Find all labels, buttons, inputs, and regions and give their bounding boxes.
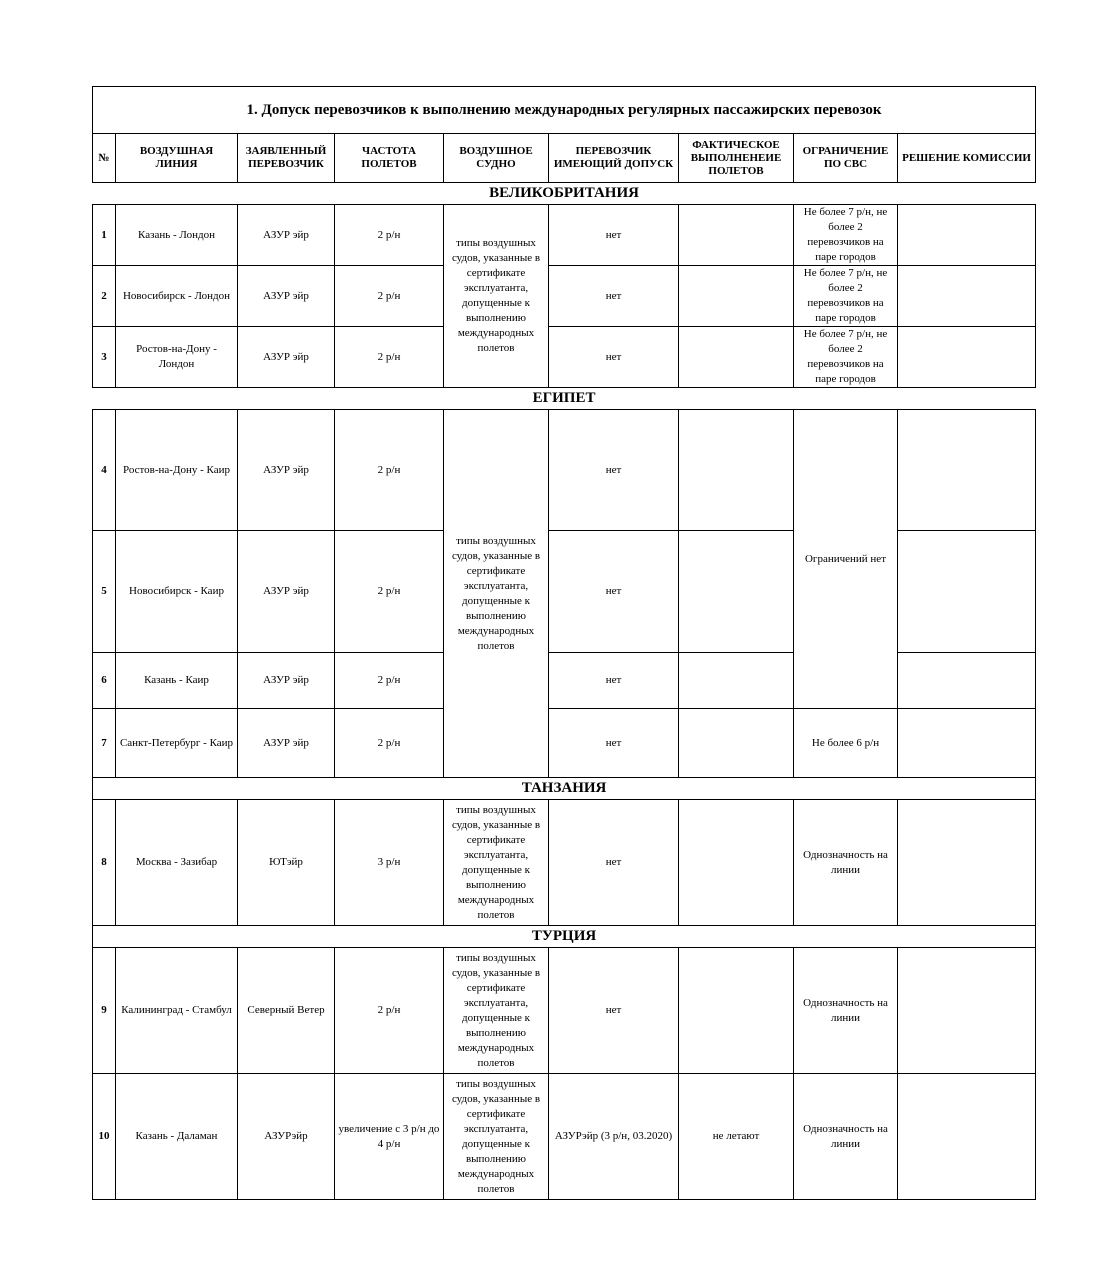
admitted-carrier: нет: [549, 327, 679, 388]
limit: Не более 7 р/н, не более 2 перевозчиков на паре городов: [794, 205, 898, 266]
header-line: ВОЗДУШНАЯ ЛИНИЯ: [116, 134, 238, 183]
table-row: [93, 800, 1036, 926]
row-number: 7: [93, 709, 116, 778]
decision: [898, 1074, 1036, 1200]
air-line: Санкт-Петербург - Каир: [116, 709, 238, 778]
row-number: 6: [93, 653, 116, 709]
header-num: №: [93, 134, 116, 183]
frequency: 2 р/н: [335, 709, 444, 778]
frequency: 2 р/н: [335, 653, 444, 709]
frequency: 2 р/н: [335, 531, 444, 653]
carrier: АЗУР эйр: [238, 709, 335, 778]
carriers-table: [92, 86, 1036, 1200]
header-admitted: ПЕРЕВОЗЧИК ИМЕЮЩИЙ ДОПУСК: [549, 134, 679, 183]
air-line: Калининград - Стамбул: [116, 948, 238, 1074]
limit: Не более 6 р/н: [794, 709, 898, 778]
row-number: 4: [93, 410, 116, 531]
air-line: Новосибирск - Каир: [116, 531, 238, 653]
limit: Не более 7 р/н, не более 2 перевозчиков на паре городов: [794, 266, 898, 327]
admitted-carrier: нет: [549, 205, 679, 266]
table-row: [93, 1074, 1036, 1200]
carrier: Северный Ветер: [238, 948, 335, 1074]
row-number: 10: [93, 1074, 116, 1200]
header-actual: ФАКТИЧЕСКОЕ ВЫПОЛНЕНЕИЕ ПОЛЕТОВ: [679, 134, 794, 183]
table-row: [93, 327, 1036, 388]
table-row: [93, 410, 1036, 531]
header-row: [93, 134, 1036, 183]
actual-flights: [679, 800, 794, 926]
air-line: Казань - Даламан: [116, 1074, 238, 1200]
row-number: 5: [93, 531, 116, 653]
header-limit: ОГРАНИЧЕНИЕ ПО СВС: [794, 134, 898, 183]
country-row-uk: [93, 183, 1036, 205]
decision: [898, 410, 1036, 531]
frequency: 2 р/н: [335, 948, 444, 1074]
admitted-carrier: нет: [549, 948, 679, 1074]
limit: Однозначность на линии: [794, 800, 898, 926]
decision: [898, 800, 1036, 926]
carrier: АЗУР эйр: [238, 531, 335, 653]
carrier: ЮТэйр: [238, 800, 335, 926]
air-line: Ростов-на-Дону - Каир: [116, 410, 238, 531]
header-frequency: ЧАСТОТА ПОЛЕТОВ: [335, 134, 444, 183]
carrier: АЗУР эйр: [238, 266, 335, 327]
frequency: 3 р/н: [335, 800, 444, 926]
admitted-carrier: нет: [549, 410, 679, 531]
title-row: [93, 87, 1036, 134]
decision: [898, 205, 1036, 266]
actual-flights: [679, 205, 794, 266]
country-heading: ЕГИПЕТ: [532, 390, 596, 406]
aircraft-types: типы воздушных судов, указанные в сертификате эксплуатанта, допущенные к выполнению международных полетов: [444, 800, 549, 926]
carrier: АЗУР эйр: [238, 205, 335, 266]
aircraft-types: типы воздушных судов, указанные в сертификате эксплуатанта, допущенные к выполнению международных полетов: [444, 1074, 549, 1200]
country-heading: ТУРЦИЯ: [93, 926, 1036, 948]
admitted-carrier: нет: [549, 653, 679, 709]
admitted-carrier: нет: [549, 800, 679, 926]
carrier: АЗУР эйр: [238, 410, 335, 531]
row-number: 8: [93, 800, 116, 926]
carrier: АЗУР эйр: [238, 327, 335, 388]
aircraft-types: типы воздушных судов, указанные в сертификате эксплуатанта, допущенные к выполнению международных полетов: [444, 948, 549, 1074]
aircraft-types: типы воздушных судов, указанные в сертификате эксплуатанта, допущенные к выполнению международных полетов: [444, 205, 549, 388]
carrier: АЗУР эйр: [238, 653, 335, 709]
decision: [898, 327, 1036, 388]
limit: Однозначность на линии: [794, 948, 898, 1074]
limit: Однозначность на линии: [794, 1074, 898, 1200]
actual-flights: [679, 266, 794, 327]
page-title: 1. Допуск перевозчиков к выполнению международных регулярных пассажирских перевозок: [93, 87, 1036, 134]
row-number: 1: [93, 205, 116, 266]
header-decision: РЕШЕНИЕ КОМИССИИ: [898, 134, 1036, 183]
air-line: Ростов-на-Дону - Лондон: [116, 327, 238, 388]
header-aircraft: ВОЗДУШНОЕ СУДНО: [444, 134, 549, 183]
table-row: [93, 205, 1036, 266]
limit: Не более 7 р/н, не более 2 перевозчиков на паре городов: [794, 327, 898, 388]
table-row: [93, 709, 1036, 778]
actual-flights: [679, 327, 794, 388]
decision: [898, 266, 1036, 327]
country-row-egypt: [93, 388, 1036, 410]
country-heading: ВЕЛИКОБРИТАНИЯ: [489, 185, 639, 201]
actual-flights: [679, 653, 794, 709]
actual-flights: не летают: [679, 1074, 794, 1200]
country-heading: ТАНЗАНИЯ: [93, 778, 1036, 800]
table-row: [93, 948, 1036, 1074]
row-number: 9: [93, 948, 116, 1074]
decision: [898, 709, 1036, 778]
row-number: 2: [93, 266, 116, 327]
actual-flights: [679, 410, 794, 531]
aircraft-types: типы воздушных судов, указанные в сертификате эксплуатанта, допущенные к выполнению международных полетов: [444, 410, 549, 778]
admitted-carrier: АЗУРэйр (3 р/н, 03.2020): [549, 1074, 679, 1200]
table-row: [93, 266, 1036, 327]
limit: Ограничений нет: [794, 410, 898, 709]
actual-flights: [679, 531, 794, 653]
carrier: АЗУРэйр: [238, 1074, 335, 1200]
frequency: 2 р/н: [335, 410, 444, 531]
decision: [898, 531, 1036, 653]
actual-flights: [679, 948, 794, 1074]
header-carrier: ЗАЯВЛЕННЫЙ ПЕРЕВОЗЧИК: [238, 134, 335, 183]
frequency: увеличение с 3 р/н до 4 р/н: [335, 1074, 444, 1200]
frequency: 2 р/н: [335, 266, 444, 327]
air-line: Казань - Лондон: [116, 205, 238, 266]
country-row-turkey: [93, 926, 1036, 948]
air-line: Новосибирск - Лондон: [116, 266, 238, 327]
document-sheet: [92, 86, 1035, 1200]
admitted-carrier: нет: [549, 531, 679, 653]
decision: [898, 948, 1036, 1074]
admitted-carrier: нет: [549, 266, 679, 327]
frequency: 2 р/н: [335, 205, 444, 266]
country-row-tanzania: [93, 778, 1036, 800]
actual-flights: [679, 709, 794, 778]
decision: [898, 653, 1036, 709]
frequency: 2 р/н: [335, 327, 444, 388]
air-line: Москва - Зазибар: [116, 800, 238, 926]
row-number: 3: [93, 327, 116, 388]
air-line: Казань - Каир: [116, 653, 238, 709]
admitted-carrier: нет: [549, 709, 679, 778]
